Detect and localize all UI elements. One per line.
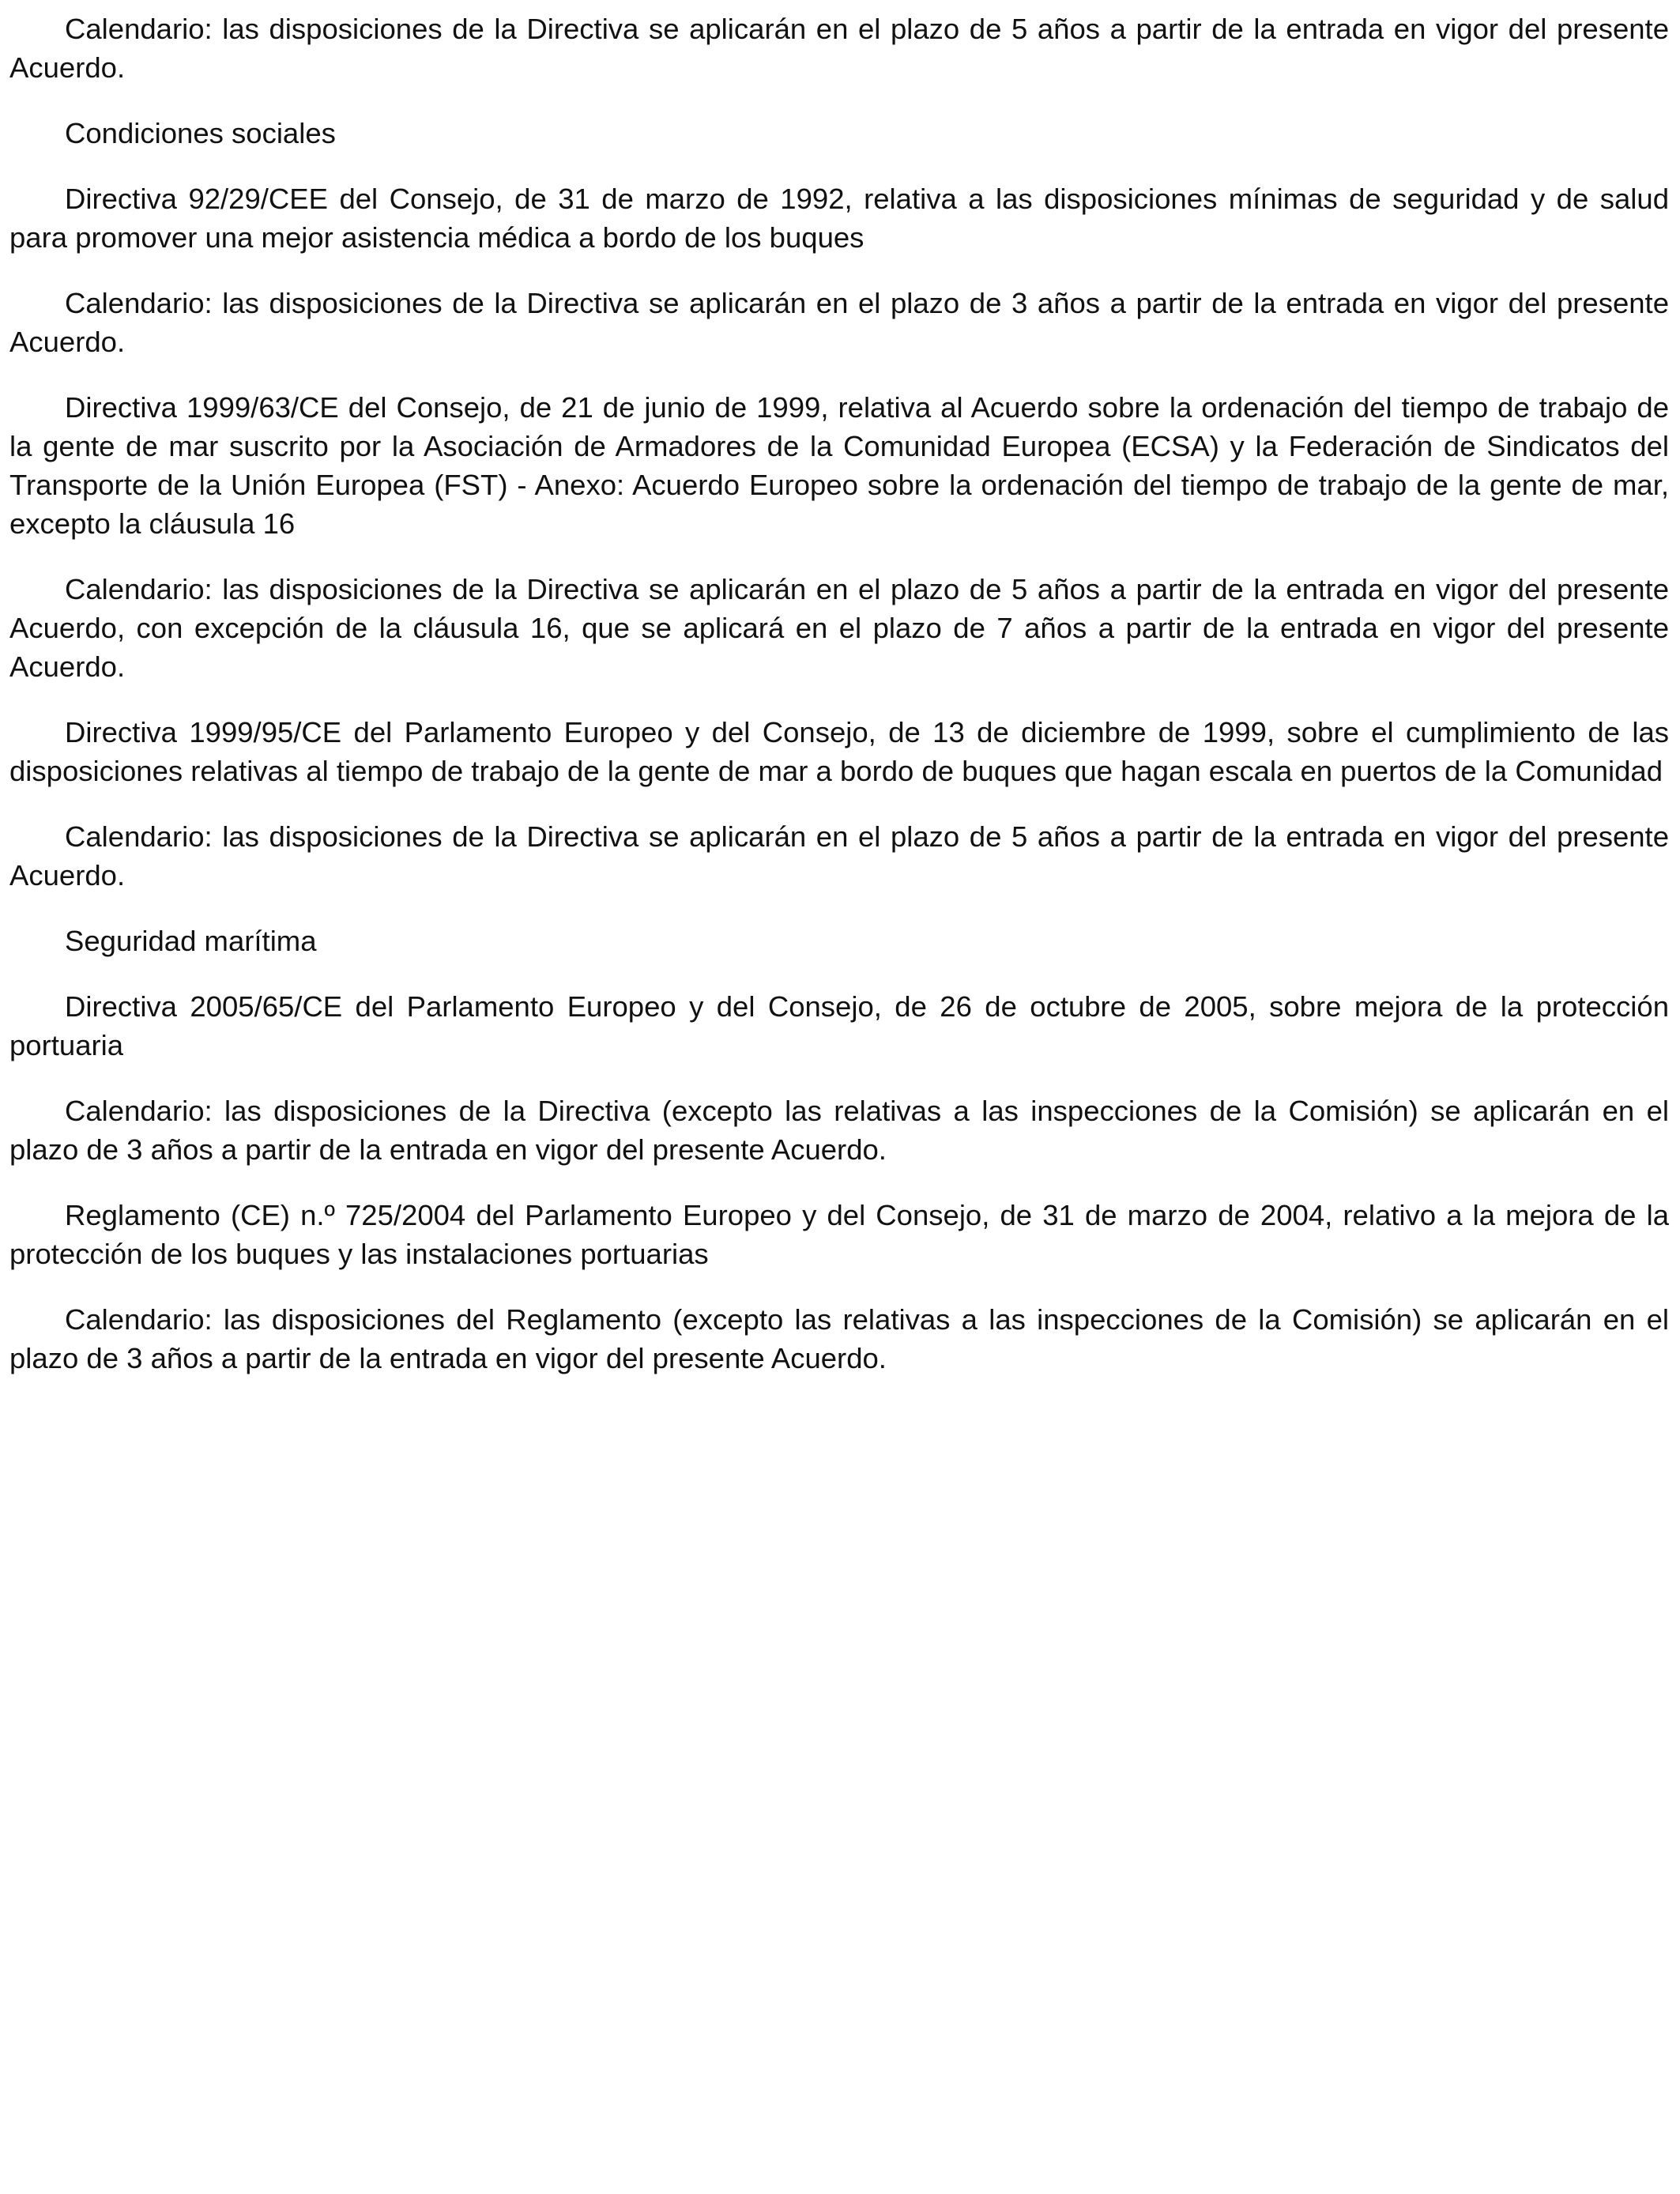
paragraph-directiva-1999-95-ce: Directiva 1999/95/CE del Parlamento Europeo y del Consejo, de 13 de diciembre de 1999, sobre el cumplimiento de las disposiciones relativas al tiempo de trabajo de la gente de mar a bordo de buques que hagan escala en puertos de la Comunidad — [9, 716, 1669, 787]
paragraph-directiva-92-29-cee: Directiva 92/29/CEE del Consejo, de 31 de marzo de 1992, relativa a las disposiciones mínimas de seguridad y de salud para promover una mejor asistencia médica a bordo de los buques — [9, 183, 1669, 254]
paragraph-calendario-1: Calendario: las disposiciones de la Directiva se aplicarán en el plazo de 5 años a partir de la entrada en vigor del presente Acuerdo. — [9, 13, 1669, 84]
paragraph-calendario-4: Calendario: las disposiciones de la Directiva se aplicarán en el plazo de 5 años a partir de la entrada en vigor del presente Acuerdo. — [9, 820, 1669, 892]
paragraph-calendario-6: Calendario: las disposiciones del Reglamento (excepto las relativas a las inspecciones de la Comisión) se aplicarán en el plazo de 3 años a partir de la entrada en vigor del presente Acuerdo. — [9, 1303, 1669, 1374]
document-page — [9, 9, 1669, 1404]
paragraph-reglamento-725-2004: Reglamento (CE) n.º 725/2004 del Parlamento Europeo y del Consejo, de 31 de marzo de 2004, relativo a la mejora de la protección de los buques y las instalaciones portuarias — [9, 1199, 1669, 1270]
paragraph-calendario-5: Calendario: las disposiciones de la Directiva (excepto las relativas a las inspecciones de la Comisión) se aplicarán en el plazo de 3 años a partir de la entrada en vigor del presente Acuerdo. — [9, 1095, 1669, 1166]
paragraph-directiva-2005-65-ce: Directiva 2005/65/CE del Parlamento Europeo y del Consejo, de 26 de octubre de 2005, sobre mejora de la protección portuaria — [9, 990, 1669, 1061]
paragraph-directiva-1999-63-ce: Directiva 1999/63/CE del Consejo, de 21 de junio de 1999, relativa al Acuerdo sobre la ordenación del tiempo de trabajo de la gente de mar suscrito por la Asociación de Armadores de la Comunidad Europea (ECSA) y la Federación de Sindicatos del Transporte de la Unión Europea (FST) - Anexo: Acuerdo Europeo sobre la ordenación del tiempo de trabajo de la gente de mar, excepto la cláusula 16 — [9, 391, 1669, 540]
section-heading-condiciones-sociales: Condiciones sociales — [65, 117, 336, 149]
paragraph-calendario-2: Calendario: las disposiciones de la Directiva se aplicarán en el plazo de 3 años a partir de la entrada en vigor del presente Acuerdo. — [9, 287, 1669, 358]
section-heading-seguridad-maritima: Seguridad marítima — [65, 925, 317, 957]
paragraph-calendario-3: Calendario: las disposiciones de la Directiva se aplicarán en el plazo de 5 años a partir de la entrada en vigor del presente Acuerdo, con excepción de la cláusula 16, que se aplicará en el plazo de 7 años a partir de la entrada en vigor del presente Acuerdo. — [9, 573, 1669, 683]
